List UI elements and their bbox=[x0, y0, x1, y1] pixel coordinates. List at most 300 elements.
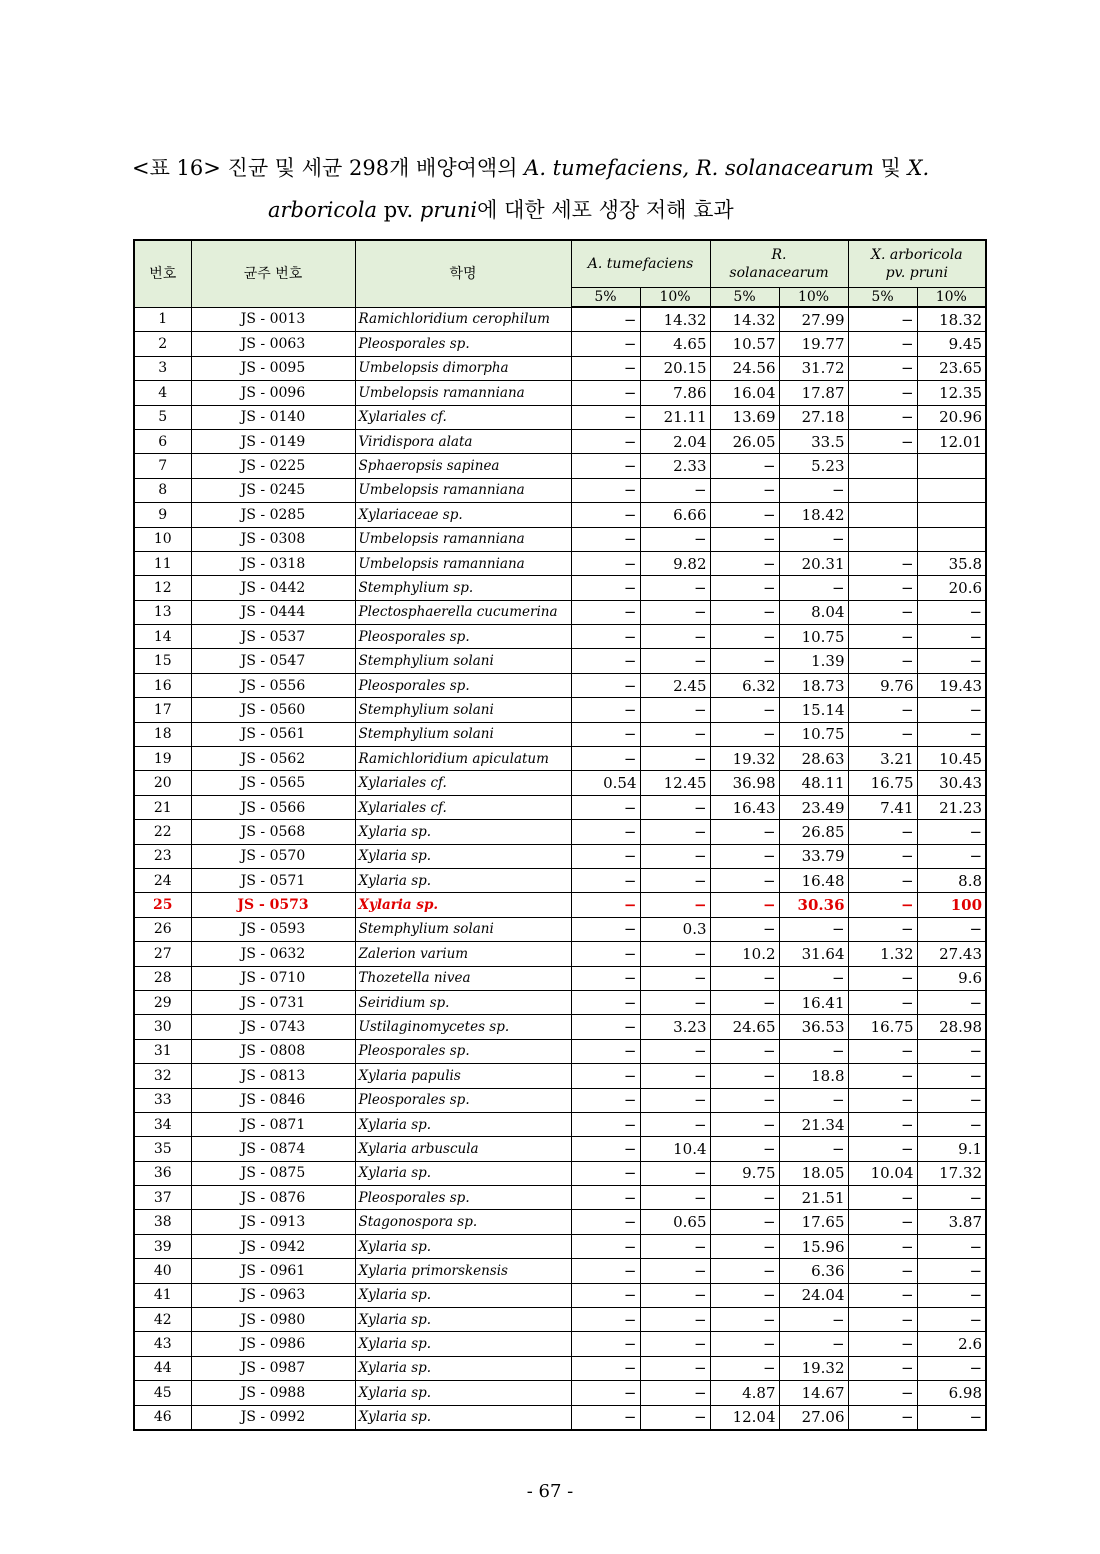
cell-species: Xylariales cf. bbox=[355, 795, 571, 819]
cell-no: 7 bbox=[134, 454, 191, 478]
cell-value: − bbox=[710, 1039, 779, 1063]
table-row bbox=[134, 625, 986, 649]
cell-value bbox=[848, 478, 917, 502]
cell-value: − bbox=[571, 332, 640, 356]
cell-value: 27.06 bbox=[779, 1405, 848, 1430]
cell-value: − bbox=[640, 1064, 710, 1088]
cell-value: − bbox=[848, 990, 917, 1014]
cell-strain: JS - 0570 bbox=[191, 844, 355, 868]
cell-value: 12.35 bbox=[917, 381, 986, 405]
caption-conjunction: 및 bbox=[873, 156, 908, 180]
cell-value: 6.66 bbox=[640, 503, 710, 527]
cell-strain: JS - 0095 bbox=[191, 356, 355, 380]
cell-species: Ustilaginomycetes sp. bbox=[355, 1015, 571, 1039]
cell-value: 21.23 bbox=[917, 795, 986, 819]
cell-value: 100 bbox=[917, 893, 986, 917]
cell-value: − bbox=[571, 649, 640, 673]
cell-no: 36 bbox=[134, 1161, 191, 1185]
cell-value bbox=[917, 478, 986, 502]
cell-value: − bbox=[917, 625, 986, 649]
cell-value: 24.04 bbox=[779, 1283, 848, 1307]
header-group-x-arboricola bbox=[848, 240, 986, 288]
caption-pv: pv. bbox=[377, 198, 420, 222]
cell-value: − bbox=[571, 868, 640, 892]
cell-value: − bbox=[848, 893, 917, 917]
cell-value: − bbox=[710, 1308, 779, 1332]
cell-no: 18 bbox=[134, 722, 191, 746]
table-row bbox=[134, 381, 986, 405]
cell-value: 19.43 bbox=[917, 673, 986, 697]
cell-value: − bbox=[640, 600, 710, 624]
cell-value: − bbox=[640, 1039, 710, 1063]
cell-value: − bbox=[640, 649, 710, 673]
cell-value: 18.42 bbox=[779, 503, 848, 527]
cell-value: − bbox=[917, 600, 986, 624]
cell-value: − bbox=[710, 503, 779, 527]
cell-no: 14 bbox=[134, 625, 191, 649]
cell-strain: JS - 0710 bbox=[191, 966, 355, 990]
cell-species: Xylaria sp. bbox=[355, 1161, 571, 1185]
table-row bbox=[134, 1259, 986, 1283]
caption-pruni: pruni bbox=[419, 198, 478, 222]
cell-value: 10.75 bbox=[779, 625, 848, 649]
cell-value: 9.75 bbox=[710, 1161, 779, 1185]
table-row bbox=[134, 747, 986, 771]
cell-value: − bbox=[848, 1308, 917, 1332]
cell-value bbox=[917, 527, 986, 551]
cell-value: − bbox=[779, 576, 848, 600]
cell-species: Stemphylium solani bbox=[355, 722, 571, 746]
cell-value: 30.43 bbox=[917, 771, 986, 795]
cell-value: 28.98 bbox=[917, 1015, 986, 1039]
cell-value: − bbox=[640, 478, 710, 502]
cell-value: 17.65 bbox=[779, 1210, 848, 1234]
cell-species: Pleosporales sp. bbox=[355, 332, 571, 356]
cell-value bbox=[848, 527, 917, 551]
cell-no: 23 bbox=[134, 844, 191, 868]
table-row bbox=[134, 1161, 986, 1185]
cell-value: − bbox=[640, 1283, 710, 1307]
cell-value: − bbox=[640, 1161, 710, 1185]
cell-value: 10.2 bbox=[710, 942, 779, 966]
cell-value: 12.01 bbox=[917, 429, 986, 453]
cell-no: 41 bbox=[134, 1283, 191, 1307]
cell-value: 10.75 bbox=[779, 722, 848, 746]
cell-value: 35.8 bbox=[917, 551, 986, 575]
cell-strain: JS - 0547 bbox=[191, 649, 355, 673]
table-row bbox=[134, 698, 986, 722]
cell-value: 3.21 bbox=[848, 747, 917, 771]
cell-value: 1.32 bbox=[848, 942, 917, 966]
cell-value: − bbox=[640, 1405, 710, 1430]
cell-value: − bbox=[848, 1259, 917, 1283]
table-row bbox=[134, 1039, 986, 1063]
cell-value: − bbox=[640, 1088, 710, 1112]
table-row bbox=[134, 673, 986, 697]
table-row bbox=[134, 1210, 986, 1234]
cell-value: − bbox=[640, 1186, 710, 1210]
cell-value: − bbox=[848, 576, 917, 600]
cell-value: 24.56 bbox=[710, 356, 779, 380]
cell-value: 9.82 bbox=[640, 551, 710, 575]
cell-no: 4 bbox=[134, 381, 191, 405]
cell-value: 19.32 bbox=[710, 747, 779, 771]
header-group-r-line1: R. bbox=[771, 247, 787, 263]
cell-value: − bbox=[571, 1381, 640, 1405]
cell-no: 10 bbox=[134, 527, 191, 551]
table-row bbox=[134, 1332, 986, 1356]
header-group-r-solanacearum bbox=[710, 240, 848, 288]
cell-value: − bbox=[917, 1259, 986, 1283]
cell-species: Xylaria sp. bbox=[355, 1332, 571, 1356]
cell-species: Thozetella nivea bbox=[355, 966, 571, 990]
cell-value: − bbox=[779, 917, 848, 941]
cell-no: 17 bbox=[134, 698, 191, 722]
cell-value: 9.6 bbox=[917, 966, 986, 990]
cell-value: − bbox=[917, 820, 986, 844]
cell-no: 11 bbox=[134, 551, 191, 575]
table-row bbox=[134, 1137, 986, 1161]
cell-no: 5 bbox=[134, 405, 191, 429]
cell-species: Pleosporales sp. bbox=[355, 1088, 571, 1112]
cell-value: − bbox=[640, 1381, 710, 1405]
cell-no: 26 bbox=[134, 917, 191, 941]
cell-value: − bbox=[640, 576, 710, 600]
cell-value: − bbox=[848, 1405, 917, 1430]
cell-value: 16.04 bbox=[710, 381, 779, 405]
cell-value: − bbox=[571, 478, 640, 502]
cell-value: − bbox=[917, 1186, 986, 1210]
cell-value: 27.18 bbox=[779, 405, 848, 429]
cell-value: 9.1 bbox=[917, 1137, 986, 1161]
cell-value: 4.87 bbox=[710, 1381, 779, 1405]
cell-value: − bbox=[917, 1039, 986, 1063]
cell-strain: JS - 0285 bbox=[191, 503, 355, 527]
cell-value: − bbox=[571, 576, 640, 600]
cell-strain: JS - 0013 bbox=[191, 307, 355, 332]
cell-strain: JS - 0871 bbox=[191, 1112, 355, 1136]
cell-value: − bbox=[571, 1234, 640, 1258]
header-no: 번호 bbox=[134, 240, 191, 307]
table-row bbox=[134, 893, 986, 917]
cell-value: − bbox=[848, 1039, 917, 1063]
cell-value: − bbox=[710, 820, 779, 844]
cell-species: Umbelopsis dimorpha bbox=[355, 356, 571, 380]
cell-value: − bbox=[571, 1259, 640, 1283]
cell-value: − bbox=[571, 820, 640, 844]
cell-value: − bbox=[848, 307, 917, 332]
cell-species: Stagonospora sp. bbox=[355, 1210, 571, 1234]
cell-value: − bbox=[710, 527, 779, 551]
cell-strain: JS - 0988 bbox=[191, 1381, 355, 1405]
cell-value: − bbox=[571, 1137, 640, 1161]
cell-value: − bbox=[640, 747, 710, 771]
cell-value: − bbox=[710, 1283, 779, 1307]
cell-value: − bbox=[571, 722, 640, 746]
cell-species: Pleosporales sp. bbox=[355, 625, 571, 649]
cell-no: 9 bbox=[134, 503, 191, 527]
cell-value: 7.86 bbox=[640, 381, 710, 405]
table-row bbox=[134, 356, 986, 380]
cell-value: − bbox=[710, 1210, 779, 1234]
cell-value: 10.57 bbox=[710, 332, 779, 356]
cell-value: − bbox=[640, 527, 710, 551]
caption-species-2: R. solanacearum bbox=[689, 156, 874, 180]
cell-strain: JS - 0063 bbox=[191, 332, 355, 356]
cell-value: − bbox=[710, 1137, 779, 1161]
cell-strain: JS - 0442 bbox=[191, 576, 355, 600]
cell-no: 12 bbox=[134, 576, 191, 600]
header-species: 학명 bbox=[355, 240, 571, 307]
cell-value: − bbox=[571, 917, 640, 941]
cell-strain: JS - 0096 bbox=[191, 381, 355, 405]
cell-value: − bbox=[710, 1234, 779, 1258]
cell-value: − bbox=[848, 405, 917, 429]
cell-value: − bbox=[848, 1381, 917, 1405]
inhibition-table bbox=[133, 239, 987, 1431]
table-row bbox=[134, 454, 986, 478]
cell-value bbox=[848, 454, 917, 478]
table-row bbox=[134, 527, 986, 551]
cell-value: − bbox=[640, 966, 710, 990]
cell-value: − bbox=[710, 576, 779, 600]
cell-value: − bbox=[848, 917, 917, 941]
cell-value: 3.87 bbox=[917, 1210, 986, 1234]
cell-value: − bbox=[640, 820, 710, 844]
cell-value: 33.5 bbox=[779, 429, 848, 453]
cell-value: − bbox=[917, 1234, 986, 1258]
cell-value: 7.41 bbox=[848, 795, 917, 819]
cell-value: 18.32 bbox=[917, 307, 986, 332]
cell-value: − bbox=[710, 1112, 779, 1136]
cell-value: − bbox=[571, 307, 640, 332]
cell-species: Xylaria sp. bbox=[355, 844, 571, 868]
cell-strain: JS - 0568 bbox=[191, 820, 355, 844]
cell-strain: JS - 0846 bbox=[191, 1088, 355, 1112]
cell-species: Xylaria sp. bbox=[355, 820, 571, 844]
table-row bbox=[134, 307, 986, 332]
table-row bbox=[134, 332, 986, 356]
cell-value: 33.79 bbox=[779, 844, 848, 868]
cell-value: − bbox=[917, 649, 986, 673]
cell-strain: JS - 0875 bbox=[191, 1161, 355, 1185]
cell-no: 33 bbox=[134, 1088, 191, 1112]
cell-species: Umbelopsis ramanniana bbox=[355, 551, 571, 575]
cell-value: 0.65 bbox=[640, 1210, 710, 1234]
cell-value: − bbox=[640, 625, 710, 649]
cell-value: − bbox=[779, 1039, 848, 1063]
cell-value: − bbox=[571, 795, 640, 819]
cell-no: 31 bbox=[134, 1039, 191, 1063]
table-body bbox=[134, 307, 986, 1430]
cell-no: 28 bbox=[134, 966, 191, 990]
cell-value: − bbox=[571, 1112, 640, 1136]
table-row bbox=[134, 429, 986, 453]
cell-value: − bbox=[640, 1234, 710, 1258]
cell-no: 34 bbox=[134, 1112, 191, 1136]
cell-strain: JS - 0987 bbox=[191, 1356, 355, 1380]
cell-no: 16 bbox=[134, 673, 191, 697]
cell-value: − bbox=[571, 1283, 640, 1307]
cell-value: 36.53 bbox=[779, 1015, 848, 1039]
cell-value: − bbox=[640, 893, 710, 917]
cell-value: − bbox=[848, 844, 917, 868]
cell-value: − bbox=[571, 747, 640, 771]
cell-value: 2.33 bbox=[640, 454, 710, 478]
cell-no: 32 bbox=[134, 1064, 191, 1088]
table-row bbox=[134, 942, 986, 966]
cell-value: 6.98 bbox=[917, 1381, 986, 1405]
cell-value: 48.11 bbox=[779, 771, 848, 795]
cell-value: − bbox=[710, 966, 779, 990]
cell-value: 17.87 bbox=[779, 381, 848, 405]
cell-no: 20 bbox=[134, 771, 191, 795]
cell-value: 31.72 bbox=[779, 356, 848, 380]
cell-species: Xylaria sp. bbox=[355, 868, 571, 892]
cell-value: 18.8 bbox=[779, 1064, 848, 1088]
cell-no: 24 bbox=[134, 868, 191, 892]
cell-value: − bbox=[571, 1039, 640, 1063]
cell-species: Xylaria sp. bbox=[355, 1234, 571, 1258]
cell-no: 46 bbox=[134, 1405, 191, 1430]
cell-species: Pleosporales sp. bbox=[355, 673, 571, 697]
cell-species: Viridispora alata bbox=[355, 429, 571, 453]
cell-value: 10.04 bbox=[848, 1161, 917, 1185]
cell-strain: JS - 0808 bbox=[191, 1039, 355, 1063]
cell-no: 22 bbox=[134, 820, 191, 844]
table-row bbox=[134, 600, 986, 624]
cell-species: Xylaria primorskensis bbox=[355, 1259, 571, 1283]
cell-value: 27.43 bbox=[917, 942, 986, 966]
cell-value: − bbox=[571, 1210, 640, 1234]
cell-value: 15.14 bbox=[779, 698, 848, 722]
cell-value: − bbox=[848, 1186, 917, 1210]
cell-strain: JS - 0813 bbox=[191, 1064, 355, 1088]
cell-value: − bbox=[917, 844, 986, 868]
cell-value: − bbox=[848, 1234, 917, 1258]
table-row bbox=[134, 990, 986, 1014]
cell-value: − bbox=[710, 722, 779, 746]
caption-prefix: <표 16> 진균 및 세균 298개 배양여액의 bbox=[132, 156, 525, 180]
cell-species: Xylariaceae sp. bbox=[355, 503, 571, 527]
cell-strain: JS - 0632 bbox=[191, 942, 355, 966]
cell-no: 21 bbox=[134, 795, 191, 819]
cell-value: 0.3 bbox=[640, 917, 710, 941]
table-row bbox=[134, 551, 986, 575]
table-row bbox=[134, 1088, 986, 1112]
cell-value: − bbox=[917, 990, 986, 1014]
table-row bbox=[134, 917, 986, 941]
cell-species: Xylaria sp. bbox=[355, 1356, 571, 1380]
cell-value: − bbox=[848, 332, 917, 356]
cell-species: Xylaria arbuscula bbox=[355, 1137, 571, 1161]
cell-species: Zalerion varium bbox=[355, 942, 571, 966]
cell-value: − bbox=[710, 1332, 779, 1356]
table-row bbox=[134, 503, 986, 527]
cell-strain: JS - 0874 bbox=[191, 1137, 355, 1161]
cell-value: − bbox=[848, 868, 917, 892]
cell-value: − bbox=[710, 1186, 779, 1210]
cell-value: 5.23 bbox=[779, 454, 848, 478]
cell-species: Stemphylium solani bbox=[355, 649, 571, 673]
cell-value: 3.23 bbox=[640, 1015, 710, 1039]
table-row bbox=[134, 649, 986, 673]
cell-value: − bbox=[710, 698, 779, 722]
cell-value: − bbox=[779, 1308, 848, 1332]
cell-no: 8 bbox=[134, 478, 191, 502]
cell-value: − bbox=[710, 844, 779, 868]
cell-no: 6 bbox=[134, 429, 191, 453]
cell-value: − bbox=[640, 722, 710, 746]
cell-value: − bbox=[571, 1308, 640, 1332]
cell-value: − bbox=[848, 1137, 917, 1161]
cell-value: − bbox=[848, 820, 917, 844]
cell-species: Plectosphaerella cucumerina bbox=[355, 600, 571, 624]
table-row bbox=[134, 1186, 986, 1210]
page-number: - 67 - bbox=[526, 1481, 574, 1502]
cell-value: − bbox=[640, 868, 710, 892]
cell-value: − bbox=[640, 1356, 710, 1380]
cell-species: Xylariales cf. bbox=[355, 771, 571, 795]
cell-strain: JS - 0913 bbox=[191, 1210, 355, 1234]
cell-value: 10.45 bbox=[917, 747, 986, 771]
cell-no: 43 bbox=[134, 1332, 191, 1356]
cell-value: − bbox=[848, 429, 917, 453]
cell-strain: JS - 0992 bbox=[191, 1405, 355, 1430]
cell-value: − bbox=[710, 600, 779, 624]
cell-no: 38 bbox=[134, 1210, 191, 1234]
cell-value: 17.32 bbox=[917, 1161, 986, 1185]
cell-no: 40 bbox=[134, 1259, 191, 1283]
cell-value: − bbox=[917, 1064, 986, 1088]
cell-value: − bbox=[640, 1308, 710, 1332]
cell-value: − bbox=[571, 405, 640, 429]
cell-value: − bbox=[571, 698, 640, 722]
cell-strain: JS - 0963 bbox=[191, 1283, 355, 1307]
cell-value: 10.4 bbox=[640, 1137, 710, 1161]
cell-species: Seiridium sp. bbox=[355, 990, 571, 1014]
cell-no: 25 bbox=[134, 893, 191, 917]
cell-value: − bbox=[917, 722, 986, 746]
cell-value: − bbox=[571, 356, 640, 380]
cell-value: − bbox=[848, 1356, 917, 1380]
table-row bbox=[134, 405, 986, 429]
cell-value: 30.36 bbox=[779, 893, 848, 917]
cell-value: − bbox=[571, 990, 640, 1014]
table-row bbox=[134, 576, 986, 600]
cell-value: 20.15 bbox=[640, 356, 710, 380]
cell-value: 14.32 bbox=[710, 307, 779, 332]
cell-value: − bbox=[571, 381, 640, 405]
header-group-r-line2: solanacearum bbox=[729, 265, 829, 281]
cell-no: 3 bbox=[134, 356, 191, 380]
cell-value: − bbox=[917, 1283, 986, 1307]
cell-value: 21.51 bbox=[779, 1186, 848, 1210]
cell-value: 13.69 bbox=[710, 405, 779, 429]
cell-value: 28.63 bbox=[779, 747, 848, 771]
cell-value: − bbox=[710, 649, 779, 673]
cell-value: 2.04 bbox=[640, 429, 710, 453]
cell-species: Ramichloridium cerophilum bbox=[355, 307, 571, 332]
header-conc: 10% bbox=[779, 288, 848, 308]
header-conc: 5% bbox=[848, 288, 917, 308]
cell-value: − bbox=[779, 478, 848, 502]
cell-value: 21.34 bbox=[779, 1112, 848, 1136]
cell-no: 45 bbox=[134, 1381, 191, 1405]
table-row bbox=[134, 771, 986, 795]
cell-value: 9.76 bbox=[848, 673, 917, 697]
table-row bbox=[134, 1112, 986, 1136]
